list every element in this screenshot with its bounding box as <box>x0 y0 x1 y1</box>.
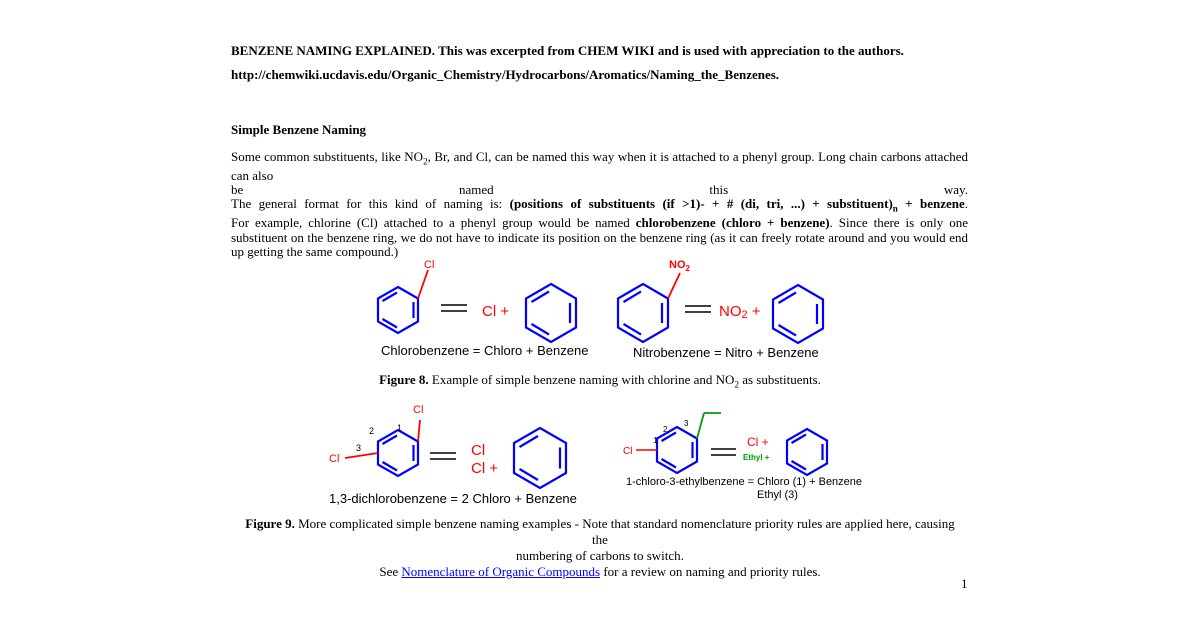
carbon-number-3b: 3 <box>684 419 689 428</box>
ethyl-plus-label: Ethyl + <box>743 453 770 462</box>
figure9-label-right-2: Ethyl (3) <box>757 489 798 501</box>
cl-plus-label-2: Cl + <box>471 460 499 477</box>
header-source-url[interactable]: http://chemwiki.ucdavis.edu/Organic_Chemistry/Hydrocarbons/Aromatics/Naming_the_Benzenes. <box>231 67 780 82</box>
figure9-label-left: 1,3-dichlorobenzene = 2 Chloro + Benzene <box>329 491 577 506</box>
carbon-number-2: 2 <box>369 426 375 436</box>
cl-bond-1 <box>418 420 420 442</box>
benzene-ring-icon-4 <box>787 429 827 475</box>
figure8-label-nitrobenzene: Nitrobenzene = Nitro + Benzene <box>633 345 819 360</box>
figure9-caption: Figure 9. More complicated simple benzene naming examples - Note that standard nomenclature priority rules are applied here, causing the numbering of carbons to switch. See Nomenclature of Organic Compounds for a review on naming and priority rules. <box>245 516 955 579</box>
carbon-number-1: 1 <box>397 423 403 433</box>
cl-label-1: Cl <box>413 404 424 416</box>
cl-label-large: Cl <box>471 442 486 459</box>
cl-label: Cl <box>424 259 435 271</box>
figure9-label-right-1: 1-chloro-3-ethylbenzene = Chloro (1) + Benzene <box>626 476 863 488</box>
cl-bond-3 <box>345 453 378 458</box>
header-title: BENZENE NAMING EXPLAINED. This was excerpted from CHEM WIKI and is used with appreciation to the authors. <box>231 43 904 58</box>
ethyl-bond-1 <box>697 413 704 439</box>
carbon-number-2b: 2 <box>663 425 668 434</box>
no2-plus-label: NO2 + <box>719 303 761 321</box>
para-line-2: be named this way. <box>231 182 968 198</box>
nomenclature-link[interactable]: Nomenclature of Organic Compounds <box>401 564 601 579</box>
no2-top-label: $NO_2$ <box>669 259 690 273</box>
cl-plus-label-3: Cl + <box>747 435 769 449</box>
para-line-3: The general format for this kind of naming is: (positions of substituents (if >1)- + # (di, tri, ...) + $substituent)_n$ + benzene. <box>231 196 968 215</box>
section-title: Simple Benzene Naming <box>231 122 367 137</box>
para-line-4: For example, chlorine (Cl) attached to a phenyl group would be named chlorobenzene (chloro + benzene). Since there is only one substituent on the benzene ring, we do not have to indicate its position on the benzene ring (as it can freely rotate around and you would end up getting the same compound.) <box>231 215 969 259</box>
cl-label-3: Cl <box>329 453 340 465</box>
figure8-caption: Figure 8. Example of simple benzene naming with chlorine and $NO_2$ as substituents. <box>379 372 821 390</box>
benzene-ring-icon-3 <box>514 428 566 488</box>
figure8-label-chlorobenzene: Chlorobenzene = Chloro + Benzene <box>381 343 589 358</box>
para-line-1: Some common substituents, like $NO_2$, Br, and Cl, can be named this way when it is attached to a phenyl group. Long chain carbons attached can also <box>231 149 968 183</box>
carbon-number-1b: 1 <box>653 436 658 445</box>
carbon-number-3: 3 <box>356 443 362 453</box>
dichlorobenzene-ring-icon <box>378 430 418 476</box>
cl-plus-label: Cl + <box>482 303 510 320</box>
page-number: 1 <box>961 576 968 591</box>
cl-label-small: Cl <box>623 446 633 457</box>
